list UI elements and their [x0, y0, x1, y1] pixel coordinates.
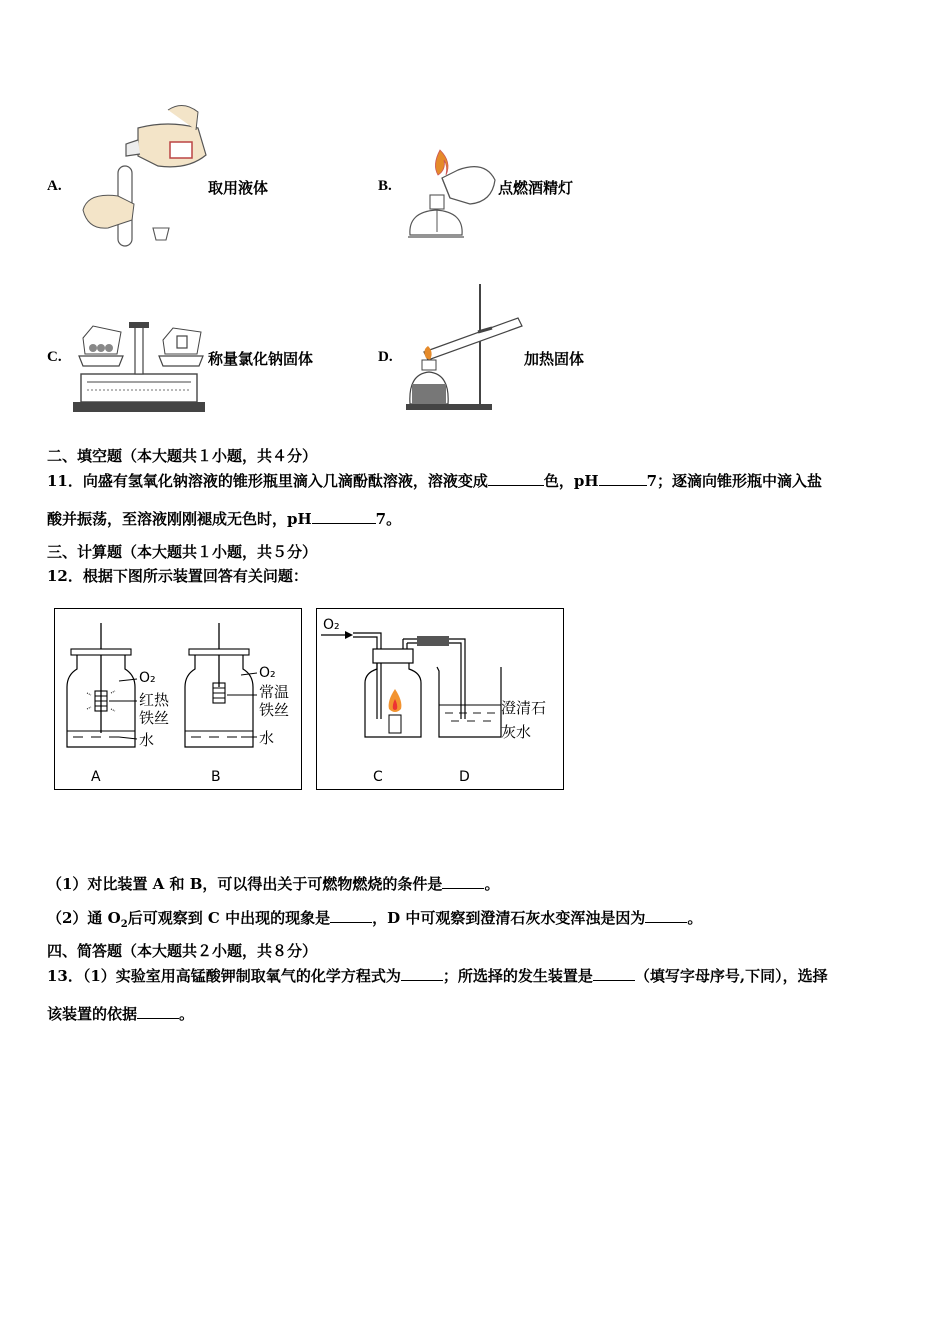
- q11-text-5: 7。: [375, 510, 402, 528]
- beaker-d-letter: D: [459, 769, 470, 785]
- option-c-letter: C.: [47, 349, 62, 365]
- jar-a-label-2: 铁丝: [139, 709, 170, 727]
- apparatus-ab-diagram: [55, 609, 301, 789]
- q13-blank-apparatus[interactable]: [593, 966, 635, 981]
- option-a-caption: 取用液体: [208, 179, 269, 197]
- question-13-line-2: [47, 1004, 194, 1024]
- question-12-part-2: [47, 908, 702, 935]
- beaker-d-label-1: 澄清石: [501, 699, 547, 717]
- jar-b-letter: B: [211, 769, 221, 785]
- question-12-part-1: [47, 874, 499, 894]
- q13-text-1: 13．（1）实验室用高锰酸钾制取氧气的化学方程式为: [47, 967, 401, 985]
- q11-text-4: 酸并振荡，至溶液刚刚褪成无色时，pH: [47, 510, 312, 528]
- option-b-letter: B.: [378, 178, 392, 194]
- q11-text-3: 7；逐滴向锥形瓶中滴入盐: [646, 472, 823, 490]
- q12-2-blank-c[interactable]: [330, 908, 372, 923]
- q11-blank-color[interactable]: [488, 471, 544, 486]
- option-a-letter: A.: [47, 178, 62, 194]
- option-d-caption: 加热固体: [524, 350, 585, 368]
- alcohol-lamp-lighting-illustration: [400, 140, 500, 252]
- beaker-d-label-2: 灰水: [501, 723, 532, 741]
- jar-a-water-label: 水: [139, 731, 155, 749]
- question-11-line-2: [47, 509, 401, 529]
- jar-a-o2-label: O₂: [139, 670, 156, 686]
- option-b-caption: 点燃酒精灯: [498, 179, 574, 197]
- q13-blank-reason[interactable]: [137, 1004, 179, 1019]
- jar-a-label-1: 红热: [139, 691, 170, 709]
- q12-2-text-1: （2）通 O: [47, 909, 121, 927]
- balance-scale-illustration: [73, 318, 208, 414]
- q12-2-text-4: 。: [687, 909, 703, 927]
- jar-b-o2-label: O₂: [259, 665, 276, 681]
- q11-blank-ph-1[interactable]: [599, 471, 647, 486]
- option-c-caption: 称量氯化钠固体: [208, 350, 314, 368]
- section-4-heading: 四、简答题（本大题共２小题，共８分）: [47, 942, 318, 960]
- jar-b-label-2: 铁丝: [259, 701, 290, 719]
- q13-text-5: 。: [179, 1005, 195, 1023]
- question-13-line-1: [47, 966, 828, 986]
- liquid-pouring-illustration: [78, 100, 208, 250]
- inlet-o2-label: O₂: [323, 617, 340, 633]
- q12-2-text-2: 后可观察到 C 中出现的现象是: [127, 909, 331, 927]
- q13-blank-equation[interactable]: [401, 966, 443, 981]
- q12-2-text-3: ，D 中可观察到澄清石灰水变浑浊是因为: [372, 909, 646, 927]
- jar-b-label-1: 常温: [259, 683, 290, 701]
- q11-text-1: 11．向盛有氢氧化钠溶液的锥形瓶里滴入几滴酚酞溶液，溶液变成: [47, 472, 488, 490]
- apparatus-cd-box: [316, 608, 564, 790]
- q11-blank-ph-2[interactable]: [312, 509, 376, 524]
- q13-text-2: ；所选择的发生装置是: [442, 967, 593, 985]
- q11-text-2: 色，pH: [543, 472, 599, 490]
- heating-solid-illustration: [400, 280, 530, 412]
- section-3-heading: 三、计算题（本大题共１小题，共５分）: [47, 543, 318, 561]
- q12-2-subscript: 2: [120, 919, 128, 930]
- q12-2-blank-d[interactable]: [645, 908, 687, 923]
- q12-1-text-1: （1）对比装置 A 和 B，可以得出关于可燃物燃烧的条件是: [47, 875, 443, 893]
- apparatus-ab-box: [54, 608, 302, 790]
- section-2-heading: 二、填空题（本大题共１小题，共４分）: [47, 447, 318, 465]
- question-11-line-1: [47, 471, 822, 491]
- q13-text-3: （填写字母序号,下同），选择: [634, 967, 828, 985]
- jar-a-letter: A: [91, 769, 101, 785]
- q12-1-blank[interactable]: [442, 874, 484, 889]
- apparatus-cd-diagram: [317, 609, 563, 789]
- jar-b-water-label: 水: [259, 729, 275, 747]
- q13-text-4: 该装置的依据: [47, 1005, 138, 1023]
- option-d-letter: D.: [378, 349, 393, 365]
- bottle-c-letter: C: [373, 769, 383, 785]
- q12-1-text-2: 。: [484, 875, 500, 893]
- question-12-stem: 12．根据下图所示装置回答有关问题：: [47, 567, 308, 585]
